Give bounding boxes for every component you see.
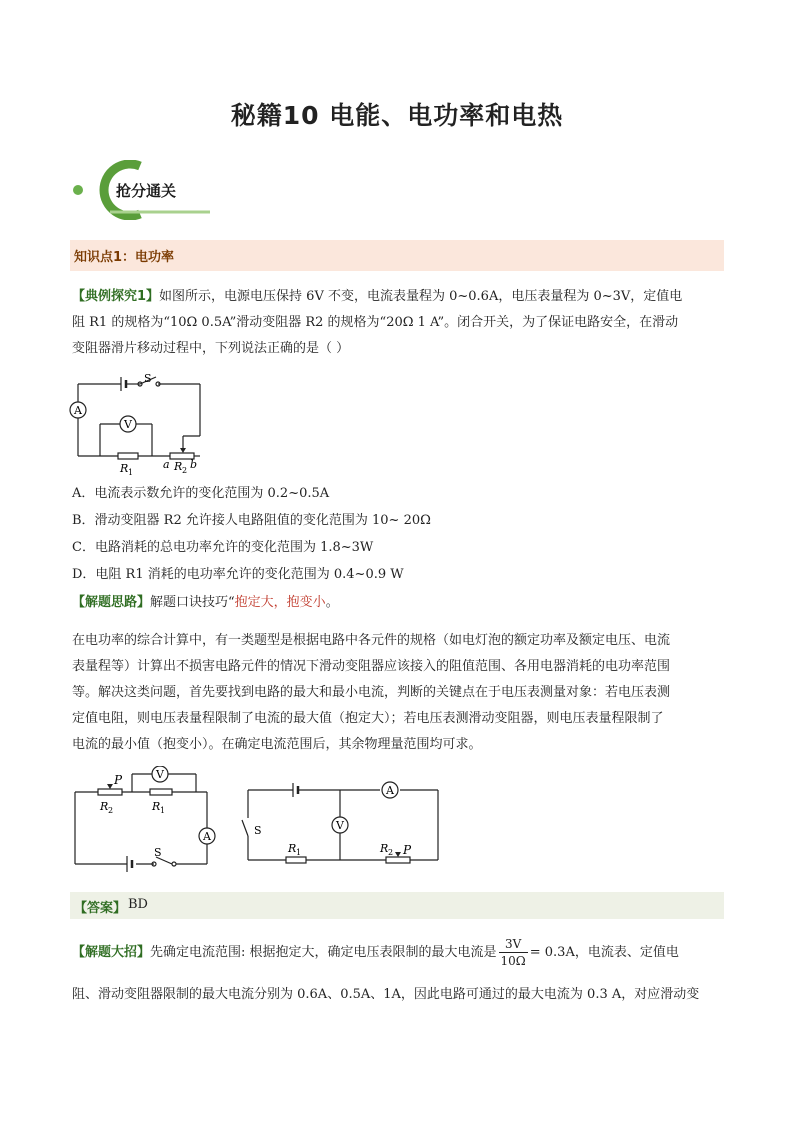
- svg-text:1: 1: [128, 468, 134, 477]
- svg-text:S: S: [154, 846, 162, 859]
- svg-text:b: b: [190, 458, 198, 471]
- question-line-1: 【典例探究1】如图所示，电源电压保持 6V 不变，电流表量程为 0~0.6A，电压表量程为 0~3V，定值电: [72, 289, 683, 304]
- thinking-tag: 【解题思路】: [72, 595, 151, 610]
- svg-text:R: R: [120, 462, 129, 475]
- question-block: [72, 284, 724, 362]
- svg-text:A: A: [203, 830, 211, 843]
- explanation-line: 电流的最小值（抱变小）。在确定电流范围后，其余物理量范围均可求。: [72, 737, 482, 752]
- svg-text:V: V: [156, 768, 164, 781]
- svg-text:R: R: [174, 460, 183, 473]
- answer-band: [70, 892, 724, 919]
- svg-text:R: R: [152, 800, 161, 813]
- svg-text:a: a: [163, 458, 170, 471]
- circuit-diagram-1: [68, 372, 218, 477]
- explanation-line: 在电功率的综合计算中，有一类题型是根据电路中各元件的规格（如电灯泡的额定功率及额定电压、电流: [72, 633, 671, 648]
- question-line-2: 阻 R1 的规格为“10Ω 0.5A”滑动变阻器 R2 的规格为“20Ω 1 A”。闭合开关，为了保证电路安全，在滑动: [72, 315, 679, 330]
- svg-text:1: 1: [296, 848, 302, 857]
- svg-text:P: P: [114, 773, 123, 787]
- method-tag: 【解题大招】: [72, 945, 151, 960]
- svg-text:S: S: [254, 824, 262, 837]
- question-tag: 【典例探究1】: [72, 289, 160, 304]
- svg-text:R: R: [380, 842, 389, 855]
- svg-text:P: P: [403, 843, 412, 857]
- fraction: $\frac{3V}{10\Omega}$: [500, 937, 526, 968]
- resistor-r1-icon: [150, 789, 172, 795]
- option-a: A．电流表示数允许的变化范围为 0.2~0.5A: [72, 486, 330, 501]
- circuit-diagram-3: [238, 778, 443, 868]
- rheostat-r2-icon: [386, 857, 410, 863]
- explanation-line: 表量程等）计算出不损害电路元件的情况下滑动变阻器应该接入的阻值范围、各用电器消耗的电功率范围: [72, 659, 671, 674]
- method-line-2: 阻、滑动变阻器限制的最大电流分别为 0.6A、0.5A、1A，因此电路可通过的最大电流为 0.3 A，对应滑动变: [72, 987, 700, 1002]
- question-line-3: 变阻器滑片移动过程中，下列说法正确的是（ ）: [72, 341, 350, 356]
- badge-dot-icon: [73, 185, 83, 195]
- explanation-line: 等。解决这类问题，首先要找到电路的最大和最小电流，判断的关键点在于电压表测量对象：若电压表测: [72, 685, 671, 700]
- option-d: D．电阻 R1 消耗的电功率允许的变化范围为 0.4~0.9 W: [72, 567, 404, 582]
- resistor-r1-icon: [118, 453, 138, 459]
- svg-text:2: 2: [108, 806, 114, 815]
- svg-text:V: V: [336, 819, 344, 832]
- option-c: C．电路消耗的总电功率允许的变化范围为 1.8~3W: [72, 540, 374, 555]
- thinking-line: 【解题思路】解题口诀技巧“抱定大，抱变小。: [72, 595, 339, 610]
- method-line-1: 【解题大招】先确定电流范围: 根据抱定大，确定电压表限制的最大电流是 $\frac{3V}{10\Omega}$ = 0.3A，电流表、定值电: [72, 937, 679, 968]
- section-header: [70, 240, 724, 271]
- thinking-highlight: 抱定大，抱变小: [234, 595, 326, 610]
- page-title: 秘籍10 电能、电功率和电热: [230, 101, 564, 130]
- svg-text:S: S: [144, 372, 152, 385]
- answer-tag: 【答案】: [74, 901, 127, 916]
- answer-value: BD: [128, 897, 148, 912]
- svg-text:1: 1: [160, 806, 166, 815]
- resistor-r1-icon: [286, 857, 306, 863]
- rheostat-r2-icon: [98, 789, 122, 795]
- badge-label: 抢分通关: [116, 182, 177, 200]
- svg-text:2: 2: [388, 848, 394, 857]
- explanation-block: [72, 628, 724, 758]
- svg-text:2: 2: [182, 466, 188, 475]
- section-label: 知识点1：电功率: [74, 250, 175, 265]
- svg-text:A: A: [74, 404, 82, 417]
- circuit-diagram-2: [70, 766, 230, 872]
- explanation-line: 定值电阻，则电压表量程限制了电流的最大值（抱定大）；若电压表测滑动变阻器，则电压表量程限制了: [72, 711, 664, 726]
- svg-text:A: A: [386, 784, 394, 797]
- option-b: B．滑动变阻器 R2 允许接人电路阻值的变化范围为 10~ 20Ω: [72, 513, 431, 528]
- svg-text:V: V: [124, 418, 132, 431]
- svg-text:R: R: [100, 800, 109, 813]
- svg-text:R: R: [288, 842, 297, 855]
